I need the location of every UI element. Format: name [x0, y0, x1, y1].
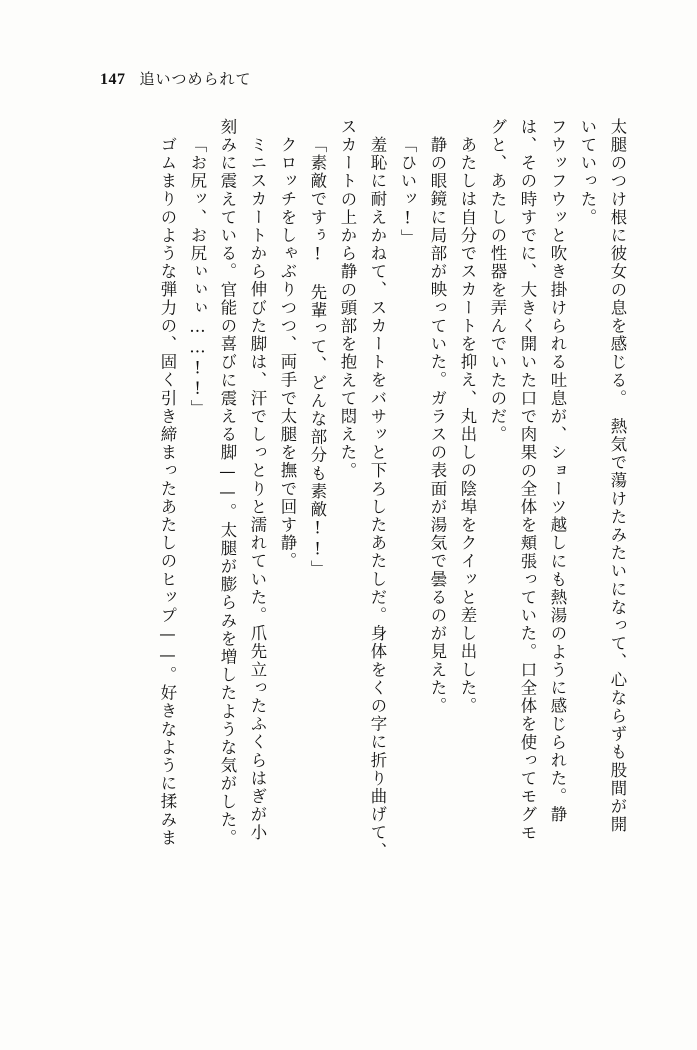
text-column: フウッフウッと吹き掛けられる吐息が、ショーツ越しにも熱湯のように感じられた。静 [548, 118, 567, 824]
text-column: クロッチをしゃぶりつつ、両手で太腿を撫で回す静。 [278, 136, 297, 571]
text-column: 「お尻ッ、お尻ぃぃぃ……!!」 [188, 136, 207, 418]
text-column: 静の眼鏡に局部が映っていた。ガラスの表面が湯気で曇るのが見えた。 [428, 136, 447, 716]
text-column: 羞恥に耐えかねて、スカートをバサッと下ろしたあたしだ。身体をくの字に折り曲げて、 [368, 136, 387, 860]
text-column: あたしは自分でスカートを抑え、丸出しの陰埠をクイッと差し出した。 [458, 136, 477, 716]
text-column: 刻みに震えている。官能の喜びに震える脚——。太腿が膨らみを増したような気がした。 [218, 118, 237, 848]
text-column: は、その時すでに、大きく開いた口で肉果の全体を頬張っていた。口全体を使ってモグモ [518, 118, 537, 842]
running-title: 追いつめられて [139, 70, 252, 88]
text-column: いていった。 [578, 118, 597, 227]
text-column: 「ひいッ!」 [398, 136, 417, 248]
body-text [86, 118, 625, 994]
page-number: 147 [100, 71, 126, 88]
text-column: 「素敵ですぅ! 先輩って、どんな部分も素敵!!」 [308, 136, 327, 579]
page-header [100, 68, 252, 89]
text-column: スカートの上から静の頭部を抱えて悶えた。 [338, 118, 357, 480]
text-column: グと、あたしの性器を弄んでいたのだ。 [488, 118, 507, 444]
text-column: ゴムまりのような弾力の、固く引き締まったあたしのヒップ——。好きなように揉みま [158, 136, 177, 848]
text-column: 太腿のつけ根に彼女の息を感じる。 熱気で蕩けたみたいになって、心ならずも股間が開 [608, 118, 627, 834]
text-column: ミニスカートから伸びた脚は、汗でしっとりと濡れていた。爪先立ったふくらはぎが小 [248, 136, 267, 842]
